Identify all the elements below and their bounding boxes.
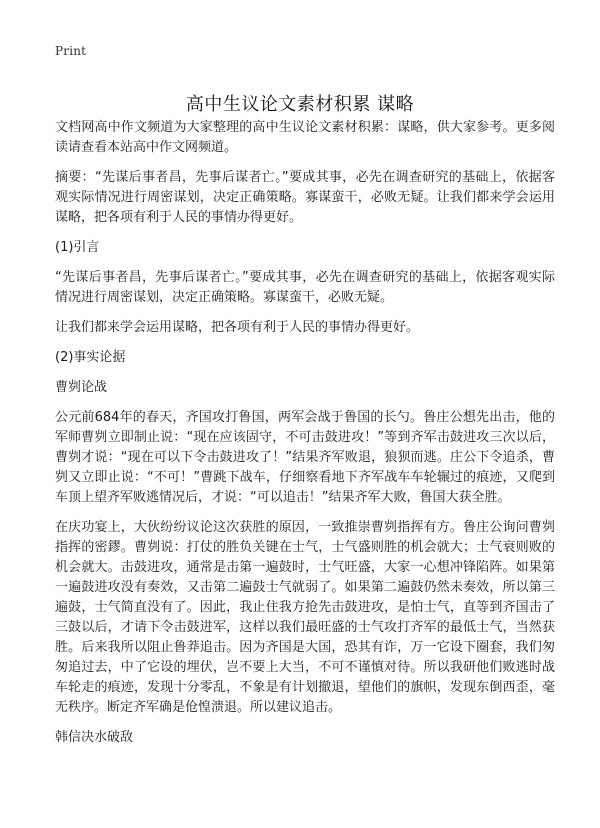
intro-paragraph: 文档网高中作文频道为大家整理的高中生议论文素材积累：谋略，供大家参考。更多阅读请查看本站高中作文网频道。 (55, 120, 555, 155)
article-body (55, 118, 555, 758)
case-paragraph: 公元前684年的春天，齐国攻打鲁国，两军会战于鲁国的长勺。鲁庄公想先出击，他的军师曹刿立即制止说：“现在应该固守，不可击鼓进攻！”等到齐军击鼓进攻三次以后，曹刿才说：“现在可以下令击鼓进攻了！”结果齐军败退，狼狈而逃。庄公下令追杀，曹刿又立即止说：“不可！”曹跳下战车，仔细察看地下齐军战车车轮辗过的痕迹，又爬到车顶上望齐军败逃情况后，才说：“可以追击！”结果齐军大败，鲁国大获全胜。 (55, 410, 555, 505)
section-heading-evidence: (2)事实论据 (55, 350, 126, 365)
print-link[interactable]: Print (55, 44, 87, 58)
section-heading-introduction: (1)引言 (55, 240, 100, 255)
case-title-cao-gui: 曹刿论战 (55, 380, 108, 395)
introduction-paragraph: “先谋后事者昌，先事后谋者亡。”要成其事，必先在调查研究的基础上，依据客观实际情况进行周密谋划，决定正确策略。寡谋蛮干，必败无疑。 (55, 270, 555, 305)
abstract-paragraph: 摘要：“先谋后事者昌，先事后谋者亡。”要成其事，必先在调查研究的基础上，依据客观实际情况进行周密谋划，决定正确策略。寡谋蛮干，必败无疑。让我们都来学会运用谋略，把各项有利于人民的事情办得更好。 (55, 170, 555, 225)
introduction-conclusion-paragraph: 让我们都来学会运用谋略，把各项有利于人民的事情办得更好。 (55, 320, 420, 335)
case-paragraph: 在庆功宴上，大伙纷纷议论这次获胜的原因，一致推崇曹刿指挥有方。鲁庄公询问曹刿指挥的密鏐。曹刿说：打仗的胜负关键在士气，士气盛则胜的机会就大；士气衰则败的机会就大。击鼓进攻，通常是击第一遍鼓时，士气旺盛，大家一心想冲锋陷阵。如果第一遍鼓进攻没有奏效，又击第二遍鼓士气就弱了。如果第二遍鼓仍然未奏效，所以第三遍鼓，士气简直没有了。因此，我止住我方抢先击鼓进攻，是怕士气，直等到齐国击了三鼓以后，才请下令击鼓进军，这样以我们最旺盛的士气攻打齐军的最低士气，当然获胜。后来我所以阻止鲁莽追击。因为齐国是大国，恐其有诈，万一它设下圈套，我们匆匆追过去，中了它设的埋伏，岂不要上大当，不可不谨慎对待。所以我研他们败逃时战车轮走的痕迹，发现十分零乱，不象是有计划撤退，望他们的旗帜，发现东倒西歪，毫无秩序。断定齐军确是伧惶溃退。所以建议追击。 (55, 520, 555, 715)
case-title-han-xin: 韩信决水破敌 (55, 730, 134, 745)
article-title: 高中生议论文素材积累 谋略 (185, 94, 415, 116)
